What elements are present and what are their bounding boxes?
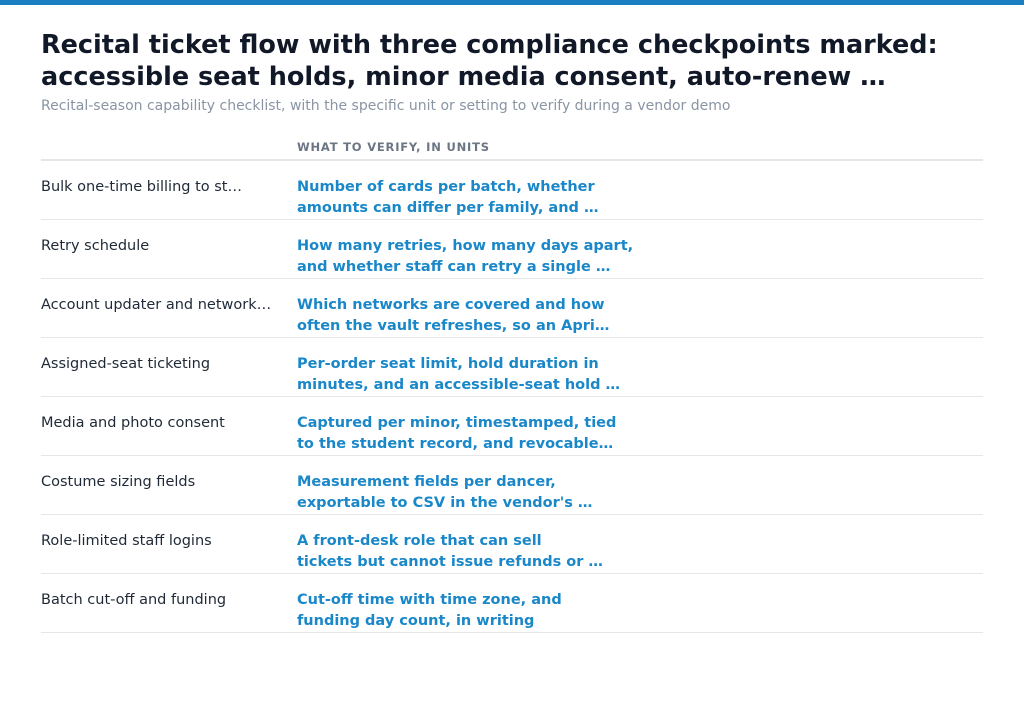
page-subtitle: Recital-season capability checklist, with the specific unit or setting to verify during a vendor demo bbox=[41, 98, 731, 114]
top-accent-bar bbox=[0, 0, 1024, 5]
table-row bbox=[41, 515, 983, 574]
verify-cell: Which networks are covered and how often the vault refreshes, so an Apri… bbox=[297, 297, 610, 334]
verify-cell: Per-order seat limit, hold duration in minutes, and an accessible-seat hold … bbox=[297, 356, 621, 393]
page-title: Recital ticket flow with three compliance checkpoints marked: accessible seat holds, minor media consent, auto-renew … bbox=[41, 30, 938, 92]
capability-cell: Media and photo consent bbox=[41, 415, 225, 431]
capability-cell: Bulk one-time billing to st… bbox=[41, 179, 242, 195]
capability-cell: Batch cut-off and funding bbox=[41, 592, 227, 608]
table-row bbox=[41, 574, 983, 633]
table-row bbox=[41, 397, 983, 456]
capability-cell: Retry schedule bbox=[41, 238, 150, 254]
table-row bbox=[41, 220, 983, 279]
verify-cell: Number of cards per batch, whether amounts can differ per family, and … bbox=[297, 179, 599, 216]
verify-cell: Captured per minor, timestamped, tied to the student record, and revocable… bbox=[297, 415, 617, 452]
table-header-row bbox=[41, 139, 983, 161]
verify-cell: A front-desk role that can sell tickets but cannot issue refunds or … bbox=[297, 533, 603, 570]
verify-cell: Cut-off time with time zone, and funding day count, in writing bbox=[297, 592, 562, 629]
table-row bbox=[41, 279, 983, 338]
verify-cell: Measurement fields per dancer, exportable to CSV in the vendor's … bbox=[297, 474, 593, 511]
capability-cell: Assigned-seat ticketing bbox=[41, 356, 211, 372]
capability-cell: Account updater and network… bbox=[41, 297, 272, 313]
capability-cell: Costume sizing fields bbox=[41, 474, 196, 490]
checklist-table bbox=[41, 139, 983, 633]
capability-cell: Role-limited staff logins bbox=[41, 533, 212, 549]
table-row bbox=[41, 456, 983, 515]
verify-cell: How many retries, how many days apart, and whether staff can retry a single … bbox=[297, 238, 634, 275]
table-row bbox=[41, 161, 983, 220]
table-row bbox=[41, 338, 983, 397]
column-header-verify: WHAT TO VERIFY, IN UNITS bbox=[297, 140, 490, 154]
